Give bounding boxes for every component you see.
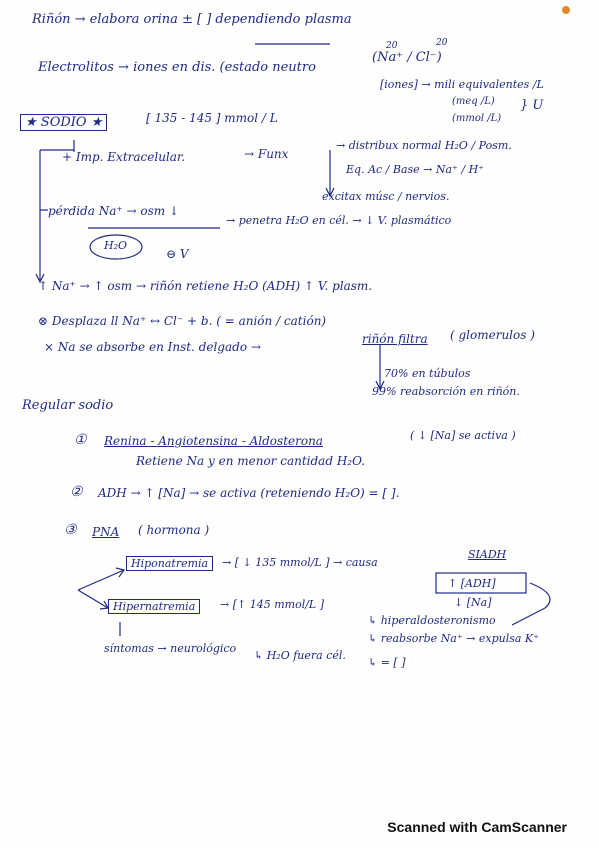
- note-absorbe: × Na se absorbe en Inst. delgado →: [44, 340, 261, 354]
- num-1: ①: [74, 432, 87, 448]
- note-retiene: Retiene Na y en menor cantidad H₂O.: [136, 454, 366, 468]
- note-funx-3: excitax músc / nervios.: [322, 190, 450, 203]
- note-hipo-valor: → [ ↓ 135 mmol/L ] → causa: [222, 556, 378, 569]
- note-line-kidney: Riñón → elabora orina ± [ ] dependiendo plasma: [32, 12, 352, 27]
- note-glomerulos: ( glomerulos ): [450, 328, 535, 342]
- note-siadh: SIADH: [468, 548, 507, 561]
- note-line-electrolytes: Electrolitos → iones en dis. (estado neutro: [38, 60, 316, 75]
- note-reabsorcion: 99% reabsorción en riñón.: [372, 385, 520, 398]
- note-tubulos: 70% en túbulos: [384, 367, 471, 380]
- note-meq: (meq /L): [452, 96, 495, 107]
- note-sintomas: síntomas → neurológico: [104, 642, 237, 655]
- note-h2o-fuera: ↳ H₂O fuera cél.: [254, 649, 346, 662]
- box-hipernatremia: Hipernatremia: [108, 599, 200, 614]
- note-penetra: → penetra H₂O en cél. → ↓ V. plasmático: [226, 214, 452, 227]
- note-perdida: pérdida Na⁺ → osm ↓: [48, 204, 179, 218]
- note-extracelular: + Imp. Extracelular.: [62, 150, 186, 164]
- note-hiper-valor: → [↑ 145 mmol/L ]: [220, 598, 325, 611]
- note-circled-h2o: H₂O: [104, 239, 128, 252]
- note-ions: (Na⁺ / Cl⁻): [372, 50, 442, 65]
- note-hiperaldosteronismo: ↳ hiperaldosteronismo: [368, 614, 496, 627]
- note-igual-vacio: ↳ = [ ]: [368, 656, 406, 669]
- note-funx: → Funx: [244, 147, 289, 161]
- note-pna: PNA: [92, 525, 120, 539]
- note-mmol: (mmol /L): [452, 113, 502, 124]
- note-funx-1: → distribux normal H₂O / Posm.: [336, 139, 512, 152]
- note-funx-2: Eq. Ac / Base → Na⁺ / H⁺: [346, 163, 484, 176]
- note-sup-cl: 20: [436, 38, 448, 48]
- num-3: ③: [64, 522, 77, 538]
- note-sodio-range: [ 135 - 145 ] mmol / L: [146, 111, 278, 125]
- note-up-na: ↑ Na⁺ → ↑ osm → riñón retiene H₂O (ADH) ↑ V. plasm.: [38, 279, 373, 293]
- note-ras: Renina - Angiotensina - Aldosterona: [104, 434, 323, 448]
- note-desplaza: ⊗ Desplaza ll Na⁺ ↔ Cl⁻ + b. ( = anión / catión): [38, 314, 327, 328]
- note-ev: ⊖ V: [166, 247, 189, 261]
- box-hiponatremia: Hiponatremia: [126, 556, 213, 571]
- note-miliequivalentes: [iones] → mili equivalentes /L: [380, 78, 544, 91]
- note-down-na: ↓ [Na]: [454, 596, 492, 609]
- note-adh: ADH → ↑ [Na] → se activa (reteniendo H₂O) = [ ].: [98, 486, 400, 500]
- note-ras-activa: ( ↓ [Na] se activa ): [410, 429, 516, 442]
- scanner-watermark: Scanned with CamScanner: [387, 819, 567, 835]
- heading-sodio: ★ SODIO ★: [20, 114, 107, 131]
- note-up-adh: ↑ [ADH]: [448, 577, 496, 590]
- note-rinon-filtra: riñón filtra: [362, 332, 428, 346]
- note-sup-na: 20: [386, 41, 398, 51]
- num-2: ②: [70, 484, 83, 500]
- note-brace-u: } U: [520, 98, 544, 113]
- note-reabsorbe-na: ↳ reabsorbe Na⁺ → expulsa K⁺: [368, 632, 539, 645]
- heading-regular-sodio: Regular sodio: [22, 398, 114, 413]
- note-pna-hormona: ( hormona ): [138, 523, 210, 537]
